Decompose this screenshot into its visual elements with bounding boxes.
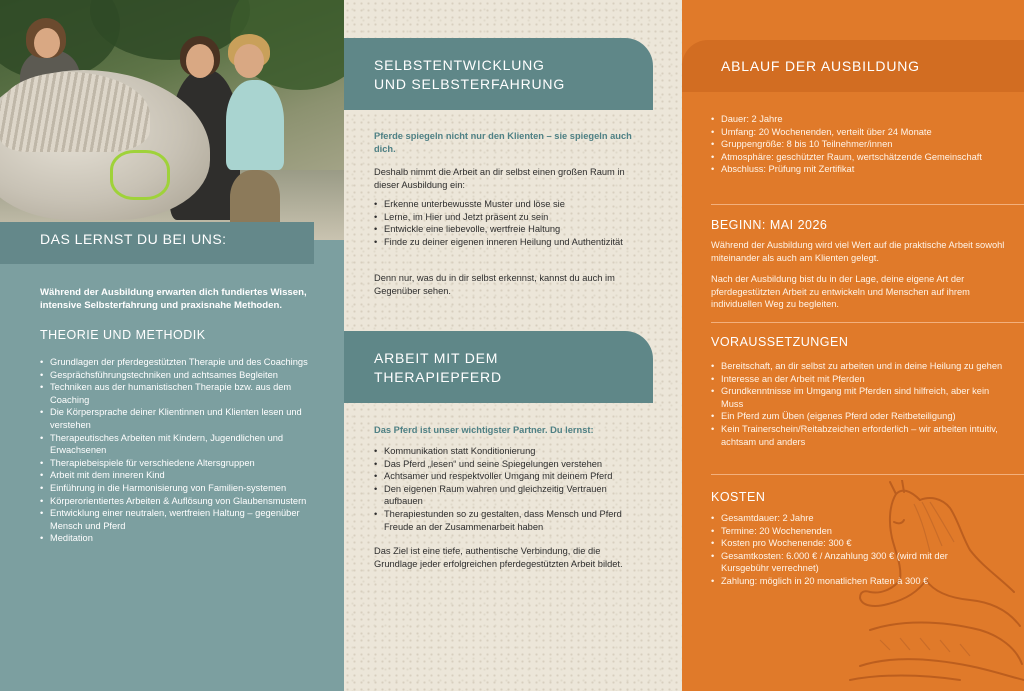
selbstentwicklung-list	[374, 198, 644, 248]
list-item: • Kosten pro Wochenende: 300 €	[711, 537, 1007, 550]
list-item: • Therapiestunden so zu gestalten, dass Mensch und Pferd Freude an der Zusammenarbeit haben	[374, 508, 644, 533]
list-item: • Dauer: 2 Jahre	[711, 113, 1007, 126]
list-item: • Termine: 20 Wochenenden	[711, 525, 1007, 538]
list-item: • Finde zu deiner eigenen inneren Heilung und Authentizität	[374, 236, 644, 249]
therapiepferd-header	[344, 331, 653, 403]
section-title-line2: UND SELBSTERFAHRUNG	[374, 76, 566, 92]
list-item: • Entwicklung einer neutralen, wertfreien Haltung – gegenüber Mensch und Pferd	[40, 507, 310, 532]
list-item: • Das Pferd „lesen“ und seine Spiegelungen verstehen	[374, 458, 644, 471]
ablauf-list	[711, 113, 1007, 176]
list-item: • Erkenne unterbewusste Muster und löse sie	[374, 198, 644, 211]
list-item: • Umfang: 20 Wochenenden, verteilt über 24 Monate	[711, 126, 1007, 139]
list-item: • Kein Trainerschein/Reitabzeichen erforderlich – wir arbeiten intuitiv, achtsam und anders	[711, 423, 1007, 448]
list-item: • Gesamtkosten: 6.000 € / Anzahlung 300 € (wird mit der Kursgebühr verrechnet)	[711, 550, 951, 575]
voraussetzungen-list	[711, 360, 1007, 448]
list-item: • Meditation	[40, 532, 310, 545]
subheading-theory: THEORIE UND METHODIK	[40, 328, 206, 342]
paragraph: Während der Ausbildung wird viel Wert auf die praktische Arbeit sowohl miteinander als auch am Klienten gelegt.	[711, 240, 1005, 263]
paragraph: Das Ziel ist eine tiefe, authentische Verbindung, die die Grundlage jeder erfolgreichen pferdegestützten Arbeit bildet.	[374, 546, 623, 569]
section-title: KOSTEN	[711, 490, 766, 504]
lead-text: Pferde spiegeln nicht nur den Klienten – sie spiegeln auch dich.	[374, 131, 632, 154]
divider	[711, 322, 1024, 323]
list-item: • Körperorientiertes Arbeiten & Auflösung von Glaubensmustern	[40, 495, 310, 508]
list-item: • Arbeit mit dem inneren Kind	[40, 469, 310, 482]
section-title-line1: ARBEIT MIT DEM	[374, 350, 499, 366]
list-item: • Abschluss: Prüfung mit Zertifikat	[711, 163, 1007, 176]
kosten-list	[711, 512, 1007, 588]
list-item: • Grundkenntnisse im Umgang mit Pferden sind hilfreich, aber kein Muss	[711, 385, 1007, 410]
list-item: • Achtsamer und respektvoller Umgang mit deinem Pferd	[374, 470, 644, 483]
divider	[711, 204, 1024, 205]
selbstentwicklung-header	[344, 38, 653, 110]
section-title: BEGINN: MAI 2026	[711, 218, 828, 232]
list-item: • Gesamtdauer: 2 Jahre	[711, 512, 1007, 525]
paragraph: Nach der Ausbildung bist du in der Lage, deine eigene Art der pferdegestützten Arbeit zu entwickeln und Menschen auf ihrem individuellen Weg zu begleiten.	[711, 274, 970, 310]
paragraph: Denn nur, was du in dir selbst erkennst, kannst du auch im Gegenüber sehen.	[374, 273, 615, 296]
section-title: VORAUSSETZUNGEN	[711, 335, 849, 349]
list-item: • Kommunikation statt Konditionierung	[374, 445, 644, 458]
left-panel	[0, 0, 344, 691]
list-item: • Atmosphäre: geschützter Raum, wertschätzende Gemeinschaft	[711, 151, 1007, 164]
list-item: • Bereitschaft, an dir selbst zu arbeiten und in deine Heilung zu gehen	[711, 360, 1007, 373]
list-item: • Gruppengröße: 8 bis 10 Teilnehmer/innen	[711, 138, 1007, 151]
list-item: • Die Körpersprache deiner Klientinnen und Klienten lesen und verstehen	[40, 406, 310, 431]
list-item: • Interesse an der Arbeit mit Pferden	[711, 373, 1007, 386]
horse-therapy-photo	[0, 0, 344, 240]
list-item: • Grundlagen der pferdegestützten Therapie und des Coachings	[40, 356, 310, 369]
list-item: • Zahlung: möglich in 20 monatlichen Raten à 300 €	[711, 575, 1007, 588]
section-title-line1: SELBSTENTWICKLUNG	[374, 57, 545, 73]
list-item: • Gesprächsführungstechniken und achtsames Begleiten	[40, 369, 310, 382]
paragraph: Deshalb nimmt die Arbeit an dir selbst einen großen Raum in dieser Ausbildung ein:	[374, 167, 625, 190]
divider	[711, 474, 1024, 475]
section-title: ABLAUF DER AUSBILDUNG	[721, 58, 920, 74]
theory-list	[40, 356, 310, 545]
therapiepferd-list	[374, 445, 644, 533]
list-item: • Therapiebeispiele für verschiedene Altersgruppen	[40, 457, 310, 470]
right-panel	[682, 0, 1024, 691]
intro-text: Während der Ausbildung erwarten dich fundiertes Wissen, intensive Selbsterfahrung und praxisnahe Methoden.	[40, 287, 307, 311]
list-item: • Therapeutisches Arbeiten mit Kindern, Jugendlichen und Erwachsenen	[40, 432, 310, 457]
list-item: • Lerne, im Hier und Jetzt präsent zu sein	[374, 211, 644, 224]
section-title: DAS LERNST DU BEI UNS:	[40, 231, 227, 247]
list-item: • Entwickle eine liebevolle, wertfreie Haltung	[374, 223, 644, 236]
list-item: • Einführung in die Harmonisierung von Familien-systemen	[40, 482, 310, 495]
list-item: • Techniken aus der humanistischen Therapie bzw. aus dem Coaching	[40, 381, 310, 406]
middle-panel	[344, 0, 682, 691]
lead-text: Das Pferd ist unser wichtigster Partner. Du lernst:	[374, 425, 594, 435]
section-title-line2: THERAPIEPFERD	[374, 369, 502, 385]
list-item: • Ein Pferd zum Üben (eigenes Pferd oder Reitbeteiligung)	[711, 410, 1007, 423]
list-item: • Den eigenen Raum wahren und gleichzeitig Vertrauen aufbauen	[374, 483, 644, 508]
